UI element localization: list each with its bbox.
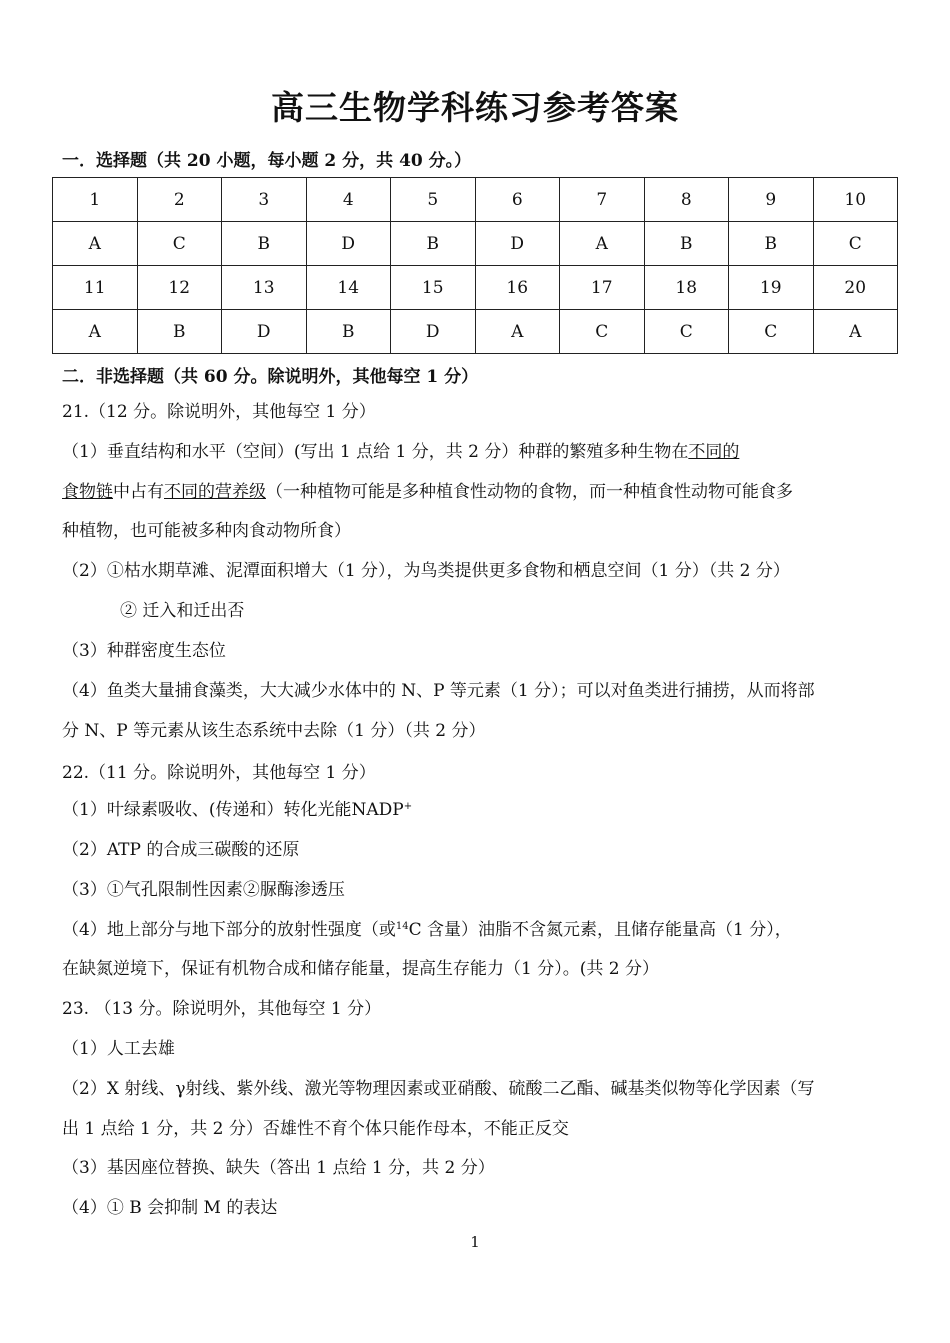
q21-line-7: （4）鱼类大量捕食藻类，大大减少水体中的 N、P 等元素（1 分）；可以对鱼类进行捕捞，从而将部 [62, 681, 815, 701]
q21-line-1: （1）垂直结构和水平（空间）(写出 1 点给 1 分，共 2 分）种群的繁殖多种生物在不同的 [62, 442, 740, 462]
table-cell: 15 [391, 266, 476, 310]
table-cell: 20 [813, 266, 898, 310]
table-cell: 10 [813, 178, 898, 222]
q22-heading: 22.（11 分。除说明外，其他每空 1 分） [62, 763, 376, 783]
q22-line-3: （3）①气孔限制性因素②脲酶渗透压 [62, 880, 345, 900]
table-cell: A [53, 222, 138, 266]
q21-line-4: （2）①枯水期草滩、泥潭面积增大（1 分），为鸟类提供更多食物和栖息空间（1 分）（共 2 分） [62, 561, 790, 581]
q23-line-5: （4）① B 会抑制 M 的表达 [62, 1198, 278, 1218]
table-cell: 6 [475, 178, 560, 222]
table-cell: 9 [729, 178, 814, 222]
table-cell: C [560, 310, 645, 354]
table-cell: 19 [729, 266, 814, 310]
q23-heading: 23. （13 分。除说明外，其他每空 1 分） [62, 999, 382, 1019]
table-cell: B [391, 222, 476, 266]
table-cell: C [729, 310, 814, 354]
q23-line-4: （3）基因座位替换、缺失（答出 1 点给 1 分，共 2 分） [62, 1158, 495, 1178]
table-cell: 1 [53, 178, 138, 222]
table-cell: D [222, 310, 307, 354]
table-cell: C [813, 222, 898, 266]
table-cell: 8 [644, 178, 729, 222]
table-cell: B [306, 310, 391, 354]
table-cell: B [729, 222, 814, 266]
q21-heading: 21.（12 分。除说明外，其他每空 1 分） [62, 402, 376, 422]
q22-line-2: （2）ATP 的合成三碳酸的还原 [62, 840, 300, 860]
answer-table [52, 177, 898, 354]
table-cell: A [475, 310, 560, 354]
q23-line-2: （2）X 射线、γ射线、紫外线、激光等物理因素或亚硝酸、硫酸二乙酯、碱基类似物等化学因素（写 [62, 1079, 815, 1099]
table-cell: 17 [560, 266, 645, 310]
table-cell: C [644, 310, 729, 354]
table-cell: D [391, 310, 476, 354]
q23-line-1: （1）人工去雄 [62, 1039, 175, 1059]
section-2-heading: 二．非选择题（共 60 分。除说明外，其他每空 1 分） [62, 367, 479, 387]
table-cell: 4 [306, 178, 391, 222]
table-cell: 14 [306, 266, 391, 310]
table-cell: 5 [391, 178, 476, 222]
section-1-heading: 一．选择题（共 20 小题，每小题 2 分，共 40 分。） [62, 151, 472, 171]
table-cell: 11 [53, 266, 138, 310]
table-cell: 3 [222, 178, 307, 222]
q21-line-2: 食物链中占有不同的营养级（一种植物可能是多种植食性动物的食物，而一种植食性动物可能食多 [62, 482, 793, 502]
table-row-answers-1 [53, 222, 898, 266]
q22-line-5: 在缺氮逆境下，保证有机物合成和储存能量，提高生存能力（1 分）。(共 2 分） [62, 959, 659, 979]
q23-line-3: 出 1 点给 1 分，共 2 分）否雄性不育个体只能作母本，不能正反交 [62, 1119, 569, 1139]
table-cell: 18 [644, 266, 729, 310]
table-cell: 12 [137, 266, 222, 310]
table-row-numbers-1 [53, 178, 898, 222]
q21-line-8: 分 N、P 等元素从该生态系统中去除（1 分）（共 2 分） [62, 721, 486, 741]
table-cell: D [475, 222, 560, 266]
table-cell: B [644, 222, 729, 266]
table-cell: 16 [475, 266, 560, 310]
q21-line-3: 种植物，也可能被多种肉食动物所食） [62, 521, 351, 541]
q22-line-4: （4）地上部分与地下部分的放射性强度（或$^{14}$C 含量）油脂不含氮元素，且储存能量高（1 分）， [62, 920, 792, 940]
table-cell: B [222, 222, 307, 266]
table-cell: A [560, 222, 645, 266]
table-cell: B [137, 310, 222, 354]
table-cell: 13 [222, 266, 307, 310]
table-row-answers-2 [53, 310, 898, 354]
page-title: 高三生物学科练习参考答案 [271, 88, 679, 127]
table-cell: 7 [560, 178, 645, 222]
page-number: 1 [470, 1233, 480, 1251]
table-cell: 2 [137, 178, 222, 222]
table-row-numbers-2 [53, 266, 898, 310]
table-cell: D [306, 222, 391, 266]
table-cell: A [813, 310, 898, 354]
q21-line-6: （3）种群密度生态位 [62, 641, 226, 661]
table-cell: A [53, 310, 138, 354]
q21-line-5: ② 迁入和迁出否 [120, 601, 245, 621]
table-cell: C [137, 222, 222, 266]
q22-line-1: （1）叶绿素吸收、(传递和）转化光能NADP+ [62, 800, 413, 820]
